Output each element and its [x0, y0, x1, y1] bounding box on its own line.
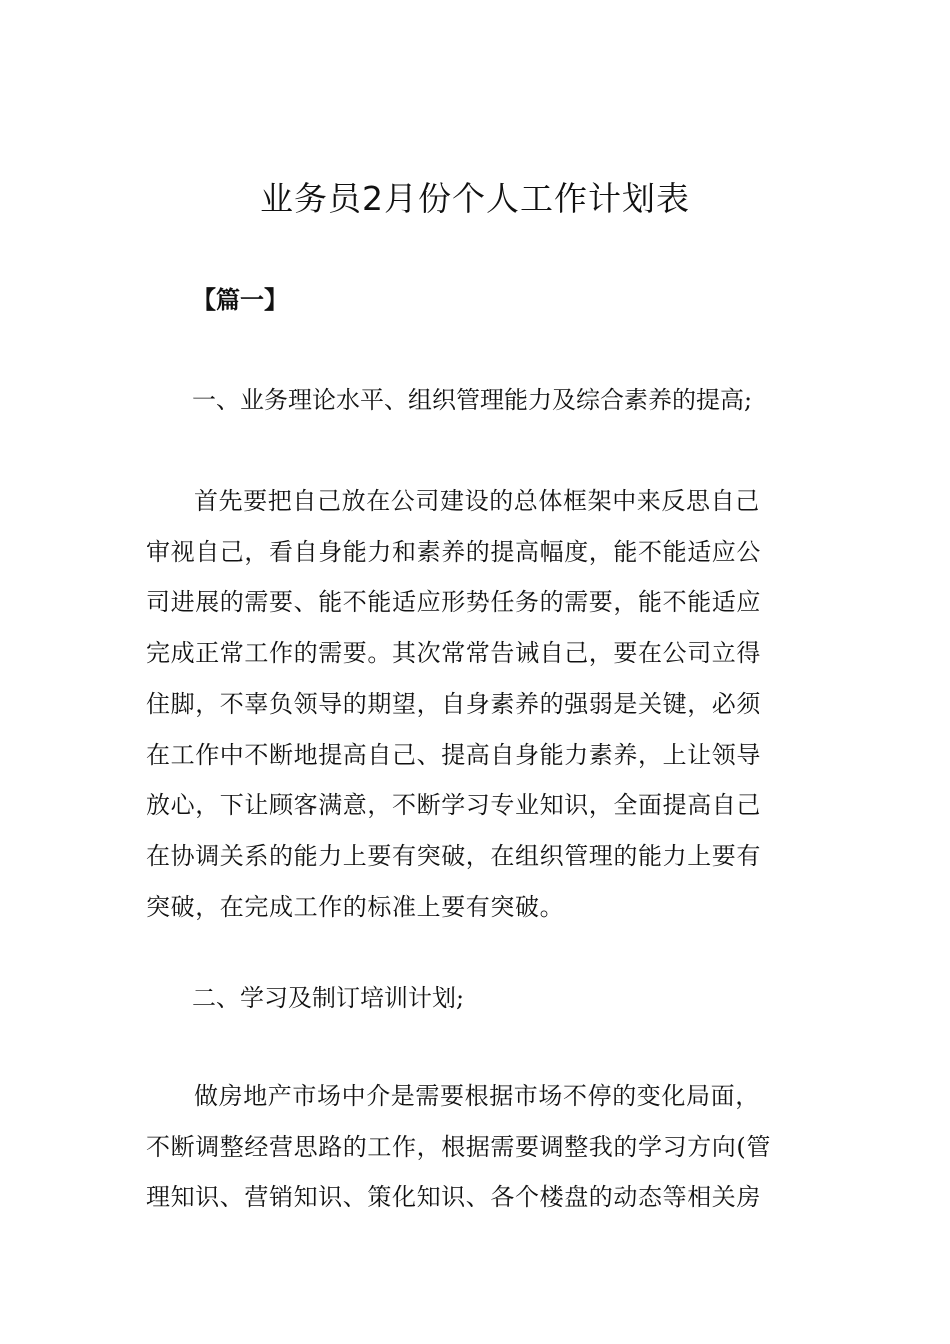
paragraph-line: 首先要把自己放在公司建设的总体框架中来反思自己: [194, 487, 760, 515]
paragraph-line: 理知识、营销知识、策化知识、各个楼盘的动态等相关房: [146, 1183, 761, 1212]
paragraph-line: 在工作中不断地提高自己、提高自身能力素养，上让领导: [146, 740, 761, 769]
heading-2: 二、学习及制订培训计划;: [192, 984, 465, 1012]
paragraph-line: 突破，在完成工作的标准上要有突破。: [146, 892, 565, 921]
paragraph-1: [146, 476, 806, 932]
paragraph-line: 放心，下让顾客满意，不断学习专业知识，全面提高自己: [146, 791, 761, 820]
paragraph-line: 司进展的需要、能不能适应形势任务的需要，能不能适应: [146, 588, 761, 617]
heading-1: 一、业务理论水平、组织管理能力及综合素养的提高;: [192, 386, 753, 414]
paragraph-line: 完成正常工作的需要。其次常常告诫自己，要在公司立得: [146, 639, 761, 668]
paragraph-line: 住脚，不辜负领导的期望，自身素养的强弱是关键，必须: [146, 689, 761, 718]
paragraph-line: 不断调整经营思路的工作，根据需要调整我的学习方向(管: [146, 1132, 771, 1161]
document-title: 业务员2月份个人工作计划表: [260, 179, 690, 218]
section-tag: 【篇一】: [192, 285, 288, 314]
paragraph-2: [146, 1071, 806, 1223]
paragraph-line: 在协调关系的能力上要有突破，在组织管理的能力上要有: [146, 841, 761, 870]
paragraph-line: 做房地产市场中介是需要根据市场不停的变化局面，: [194, 1082, 760, 1110]
paragraph-line: 审视自己，看自身能力和素养的提高幅度，能不能适应公: [146, 537, 761, 566]
